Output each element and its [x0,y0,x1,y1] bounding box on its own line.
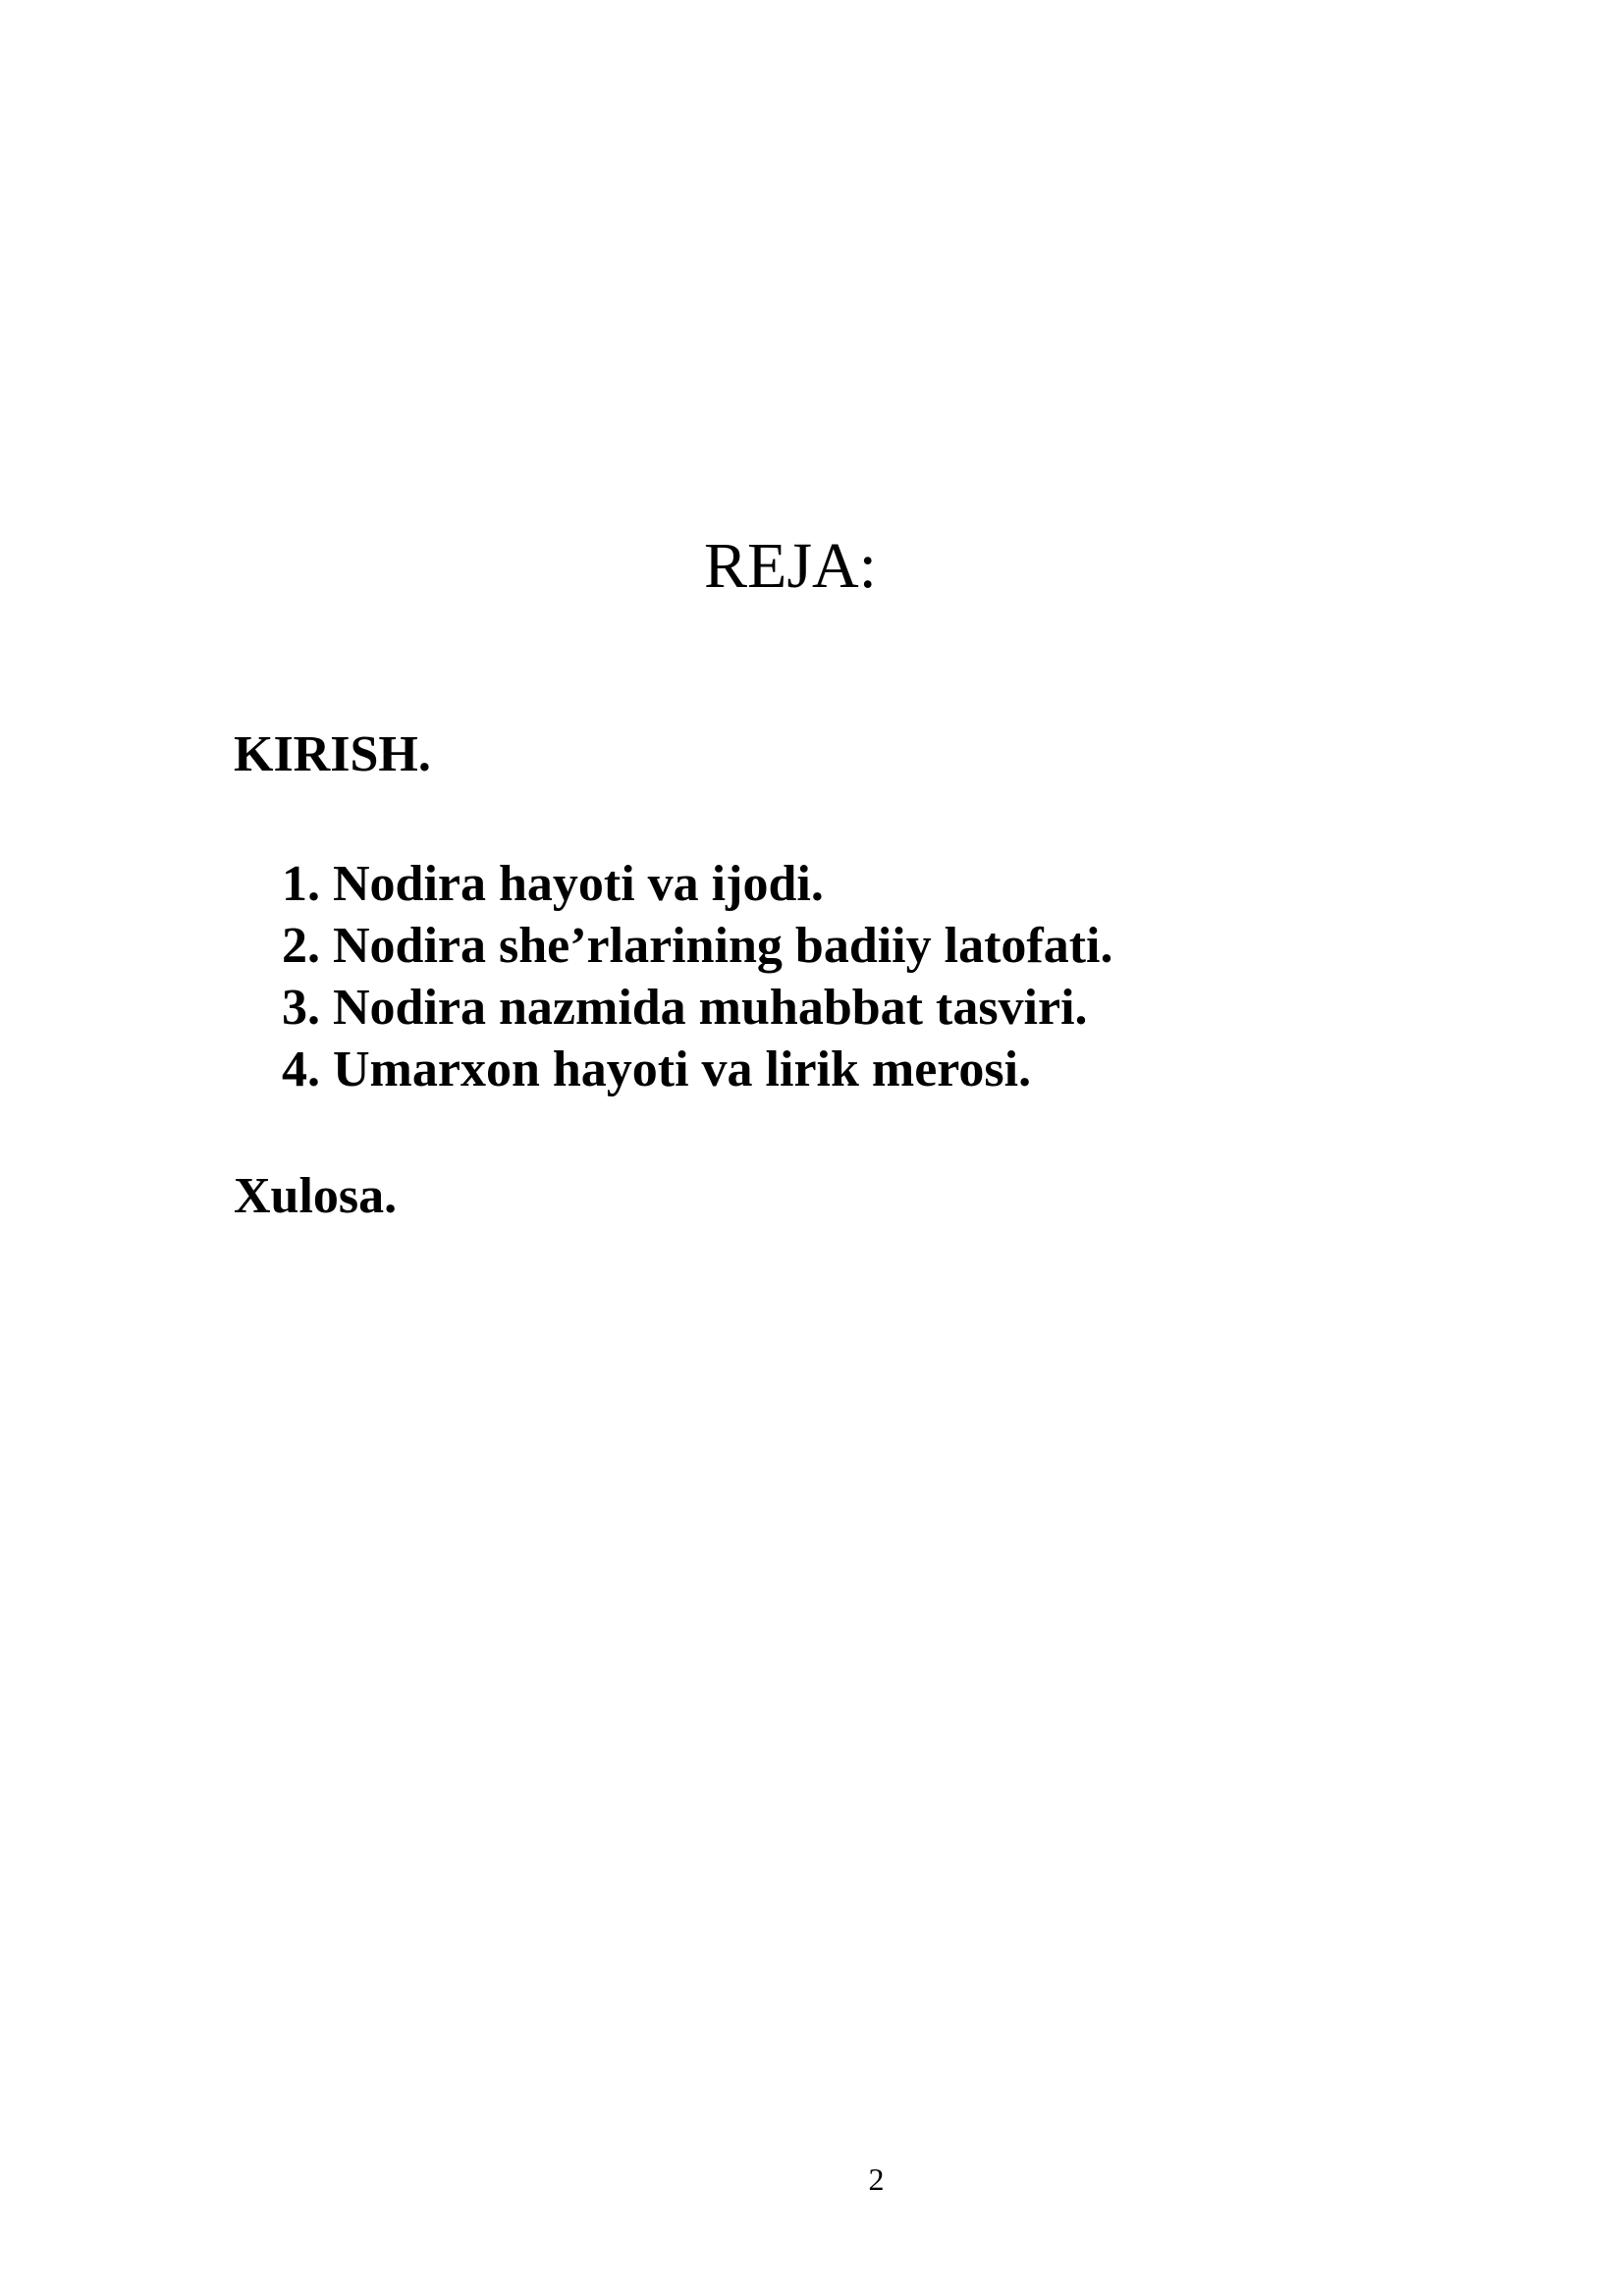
conclusion-heading: Xulosa. [234,1168,398,1224]
plan-item-1: 1. Nodira hayoti va ijodi. [282,856,824,912]
plan-item-4: 4. Umarxon hayoti va lirik merosi. [282,1041,1032,1097]
intro-heading: KIRISH. [234,726,431,782]
page-number: 2 [868,2162,885,2197]
plan-item-3: 3. Nodira nazmida muhabbat tasviri. [282,980,1088,1036]
plan-list [282,853,1112,1100]
page-title: REJA: [703,530,878,603]
plan-item-2: 2. Nodira she’rlarining badiiy latofati. [282,918,1113,974]
